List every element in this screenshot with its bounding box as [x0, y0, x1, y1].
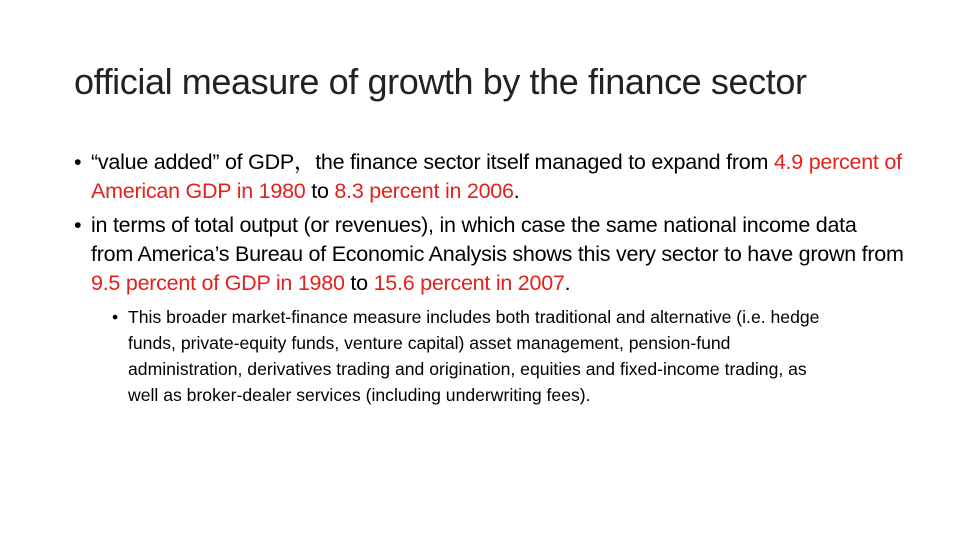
bullet-dot-icon: • — [74, 150, 82, 174]
highlight-stat-2007: 15.6 percent in 2007 — [373, 270, 565, 295]
bullet-value-added — [74, 148, 904, 205]
bullet-text-segment: in terms of total output (or revenues), in which case the same national income data from America’s Bureau of Economic Analysis shows this very sector to have grown from — [91, 213, 904, 267]
bullet-text-segment: to — [305, 178, 335, 203]
bullet-text-segment: to — [344, 270, 374, 295]
bullet-text-segment: . — [564, 270, 571, 295]
highlight-stat-1980: 4.9 percent of American GDP in 1980 — [91, 150, 902, 203]
sub-bullet-text: This broader market-finance measure includes both traditional and alternative (i.e. hedge funds, private-equity funds, venture capital) asset management, pension-fund administration, derivatives trading and origination, equities and fixed-income trading, as well as broker-dealer services (including underwriting fees). — [128, 306, 820, 406]
bullet-total-output — [74, 211, 904, 297]
highlight-stat-1980: 9.5 percent of GDP in 1980 — [91, 270, 345, 295]
highlight-stat-2006: 8.3 percent in 2006 — [334, 178, 514, 203]
slide-title: official measure of growth by the finance sector — [74, 61, 807, 102]
bullet-dot-icon: • — [74, 213, 82, 238]
bullet-text-segment: . — [513, 178, 520, 203]
slide-body — [74, 148, 904, 409]
sub-bullet-market-finance — [112, 304, 838, 409]
bullet-text-segment: “value added” of GDP，the finance sector itself managed to expand from — [91, 150, 774, 174]
sub-bullet-dot-icon: • — [112, 306, 119, 327]
